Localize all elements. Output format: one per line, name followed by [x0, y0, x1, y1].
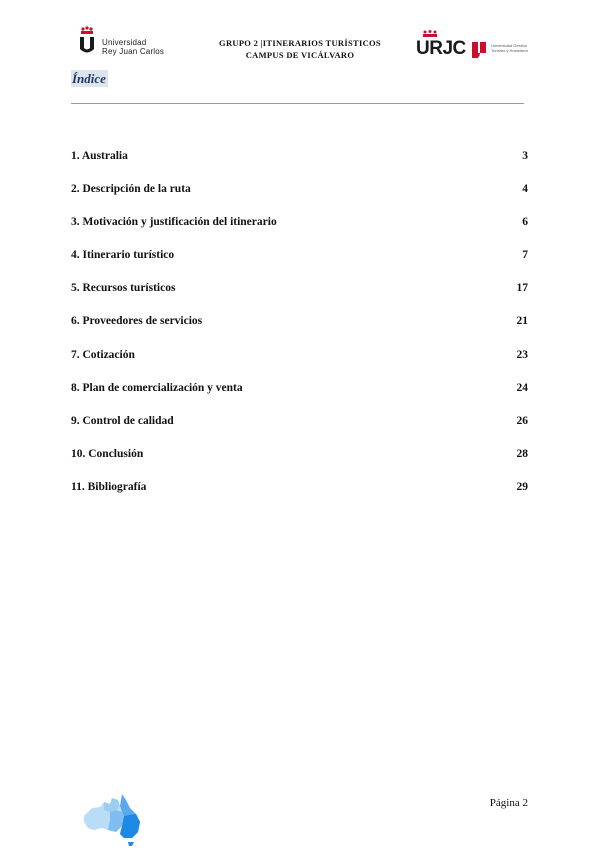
urjc-logo — [416, 30, 530, 60]
header-title — [190, 37, 410, 61]
header-title-line1: GRUPO 2 |ITINERARIOS TURÍSTICOS — [219, 38, 381, 48]
toc-entry[interactable] — [71, 415, 528, 448]
toc-entry-label: 10. Conclusión — [71, 447, 144, 460]
index-title: Índice — [72, 71, 106, 86]
australia-map-icon — [82, 792, 146, 847]
toc-entry-page: 29 — [516, 480, 528, 493]
toc-entry-page: 4 — [522, 183, 528, 196]
toc-entry-page: 3 — [522, 150, 528, 162]
toc-entry-page: 26 — [516, 414, 528, 427]
toc-entry-page: 24 — [516, 381, 528, 394]
crown-u-icon — [78, 26, 96, 56]
toc-entry[interactable] — [71, 448, 528, 481]
toc-entry[interactable] — [71, 183, 528, 216]
toc-entry-label: 3. Motivación y justificación del itinerario — [71, 216, 277, 229]
toc-entry-label: 4. Itinerario turístico — [71, 249, 175, 262]
toc-entry[interactable] — [71, 382, 528, 415]
table-of-contents — [71, 150, 528, 514]
toc-entry-page: 21 — [516, 315, 528, 328]
toc-entry-label: 2. Descripción de la ruta — [71, 183, 191, 196]
toc-entry-label: 5. Recursos turísticos — [71, 282, 176, 295]
brand-mark-icon — [472, 42, 488, 58]
toc-entry[interactable] — [71, 315, 528, 348]
toc-entry-label: 7. Cotización — [71, 348, 135, 361]
page-number: Página 2 — [489, 797, 528, 809]
title-divider — [71, 103, 524, 104]
brand-subtitle-line2: Turismo y Hostelería — [491, 48, 528, 53]
toc-entry-label: 9. Control de calidad — [71, 414, 174, 427]
brand-subtitle-line1: Universidad Gestión — [491, 43, 528, 48]
toc-entry-page: 7 — [522, 249, 528, 262]
toc-entry[interactable] — [71, 216, 528, 249]
university-name-line2: Rey Juan Carlos — [102, 47, 165, 56]
toc-entry-page: 28 — [516, 447, 528, 460]
toc-entry-page: 17 — [516, 282, 528, 295]
toc-entry-label: 11. Bibliografía — [71, 480, 147, 493]
toc-entry[interactable] — [71, 150, 528, 183]
toc-entry[interactable] — [71, 282, 528, 315]
toc-entry[interactable] — [71, 349, 528, 382]
toc-entry-page: 23 — [516, 348, 528, 361]
toc-entry-label: 8. Plan de comercialización y venta — [71, 381, 243, 394]
crown-icon — [422, 30, 438, 38]
university-name-line1: Universidad — [102, 38, 147, 47]
brand-subtitle — [491, 43, 531, 53]
header-title-line2: CAMPUS DE VICÁLVARO — [245, 50, 355, 60]
toc-entry-label: 1. Australia — [71, 150, 128, 162]
toc-entry[interactable] — [71, 249, 528, 282]
toc-entry[interactable] — [71, 481, 528, 514]
toc-entry-page: 6 — [522, 216, 528, 229]
university-logo — [78, 26, 178, 66]
brand-text: URJC — [416, 38, 466, 59]
toc-entry-label: 6. Proveedores de servicios — [71, 315, 203, 328]
